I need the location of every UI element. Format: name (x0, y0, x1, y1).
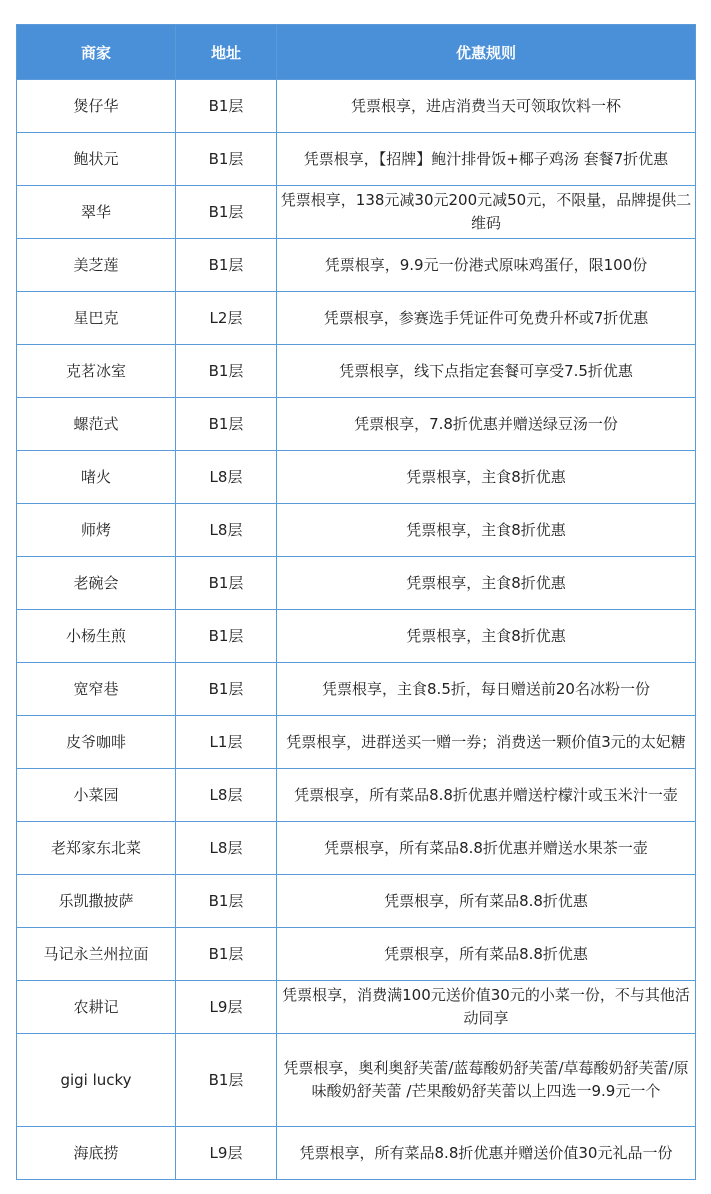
rules-cell: 凭票根享，进店消费当天可领取饮料一杯 (277, 80, 696, 133)
rules-cell: 凭票根享，主食8折优惠 (277, 451, 696, 504)
table-row (17, 716, 696, 769)
address-cell: B1层 (176, 557, 277, 610)
rules-cell: 凭票根享，消费满100元送价值30元的小菜一份，不与其他活动同享 (277, 981, 696, 1034)
rules-cell: 凭票根享，主食8.5折，每日赠送前20名冰粉一份 (277, 663, 696, 716)
table-row (17, 875, 696, 928)
address-cell: L8层 (176, 822, 277, 875)
address-cell: B1层 (176, 239, 277, 292)
rules-cell: 凭票根享，9.9元一份港式原味鸡蛋仔，限100份 (277, 239, 696, 292)
address-cell: L1层 (176, 716, 277, 769)
promotions-table (16, 24, 696, 1180)
rules-cell: 凭票根享，主食8折优惠 (277, 557, 696, 610)
address-cell: B1层 (176, 133, 277, 186)
merchant-cell: 克茗冰室 (17, 345, 176, 398)
table-row (17, 928, 696, 981)
address-cell: B1层 (176, 80, 277, 133)
rules-cell: 凭票根享，所有菜品8.8折优惠并赠送价值30元礼品一份 (277, 1127, 696, 1180)
rules-cell: 凭票根享，所有菜品8.8折优惠并赠送水果茶一壶 (277, 822, 696, 875)
merchant-cell: 鲍状元 (17, 133, 176, 186)
header-row (17, 25, 696, 80)
address-cell: B1层 (176, 1034, 277, 1127)
merchant-cell: 美芝莲 (17, 239, 176, 292)
merchant-cell: 马记永兰州拉面 (17, 928, 176, 981)
merchant-cell: 煲仔华 (17, 80, 176, 133)
rules-cell: 凭票根享，进群送买一赠一券；消费送一颗价值3元的太妃糖 (277, 716, 696, 769)
rules-cell: 凭票根享，所有菜品8.8折优惠 (277, 875, 696, 928)
merchant-cell: 小菜园 (17, 769, 176, 822)
address-cell: B1层 (176, 610, 277, 663)
rules-cell: 凭票根享，主食8折优惠 (277, 504, 696, 557)
merchant-cell: 啫火 (17, 451, 176, 504)
table-row (17, 133, 696, 186)
merchant-cell: 宽窄巷 (17, 663, 176, 716)
merchant-cell: gigi lucky (17, 1034, 176, 1127)
rules-cell: 凭票根享，【招牌】鲍汁排骨饭+椰子鸡汤 套餐7折优惠 (277, 133, 696, 186)
rules-cell: 凭票根享，参赛选手凭证件可免费升杯或7折优惠 (277, 292, 696, 345)
rules-cell: 凭票根享，所有菜品8.8折优惠并赠送柠檬汁或玉米汁一壶 (277, 769, 696, 822)
rules-cell: 凭票根享，所有菜品8.8折优惠 (277, 928, 696, 981)
table-row (17, 345, 696, 398)
merchant-cell: 皮爷咖啡 (17, 716, 176, 769)
header-rules: 优惠规则 (277, 25, 696, 80)
table-row (17, 80, 696, 133)
table-row (17, 663, 696, 716)
table-row (17, 292, 696, 345)
merchant-cell: 小杨生煎 (17, 610, 176, 663)
table-row (17, 451, 696, 504)
address-cell: L8层 (176, 451, 277, 504)
table-row (17, 1127, 696, 1180)
rules-cell: 凭票根享，主食8折优惠 (277, 610, 696, 663)
table-row (17, 239, 696, 292)
table-row (17, 1034, 696, 1127)
address-cell: B1层 (176, 345, 277, 398)
address-cell: L9层 (176, 981, 277, 1034)
header-address: 地址 (176, 25, 277, 80)
address-cell: L9层 (176, 1127, 277, 1180)
address-cell: L8层 (176, 504, 277, 557)
table-row (17, 610, 696, 663)
table-row (17, 504, 696, 557)
merchant-cell: 乐凯撒披萨 (17, 875, 176, 928)
address-cell: L2层 (176, 292, 277, 345)
header-merchant: 商家 (17, 25, 176, 80)
merchant-cell: 星巴克 (17, 292, 176, 345)
rules-cell: 凭票根享，7.8折优惠并赠送绿豆汤一份 (277, 398, 696, 451)
merchant-cell: 农耕记 (17, 981, 176, 1034)
rules-cell: 凭票根享，线下点指定套餐可享受7.5折优惠 (277, 345, 696, 398)
address-cell: B1层 (176, 398, 277, 451)
merchant-cell: 翠华 (17, 186, 176, 239)
address-cell: L8层 (176, 769, 277, 822)
merchant-cell: 海底捞 (17, 1127, 176, 1180)
rules-cell: 凭票根享，138元减30元200元减50元，不限量，品牌提供二维码 (277, 186, 696, 239)
address-cell: B1层 (176, 663, 277, 716)
table-row (17, 398, 696, 451)
table-row (17, 769, 696, 822)
address-cell: B1层 (176, 875, 277, 928)
table-row (17, 981, 696, 1034)
merchant-cell: 老郑家东北菜 (17, 822, 176, 875)
rules-cell: 凭票根享，奥利奥舒芙蕾/蓝莓酸奶舒芙蕾/草莓酸奶舒芙蕾/原味酸奶舒芙蕾 /芒果酸奶舒芙蕾以上四选一9.9元一个 (277, 1034, 696, 1127)
merchant-cell: 师烤 (17, 504, 176, 557)
table-row (17, 186, 696, 239)
address-cell: B1层 (176, 186, 277, 239)
table-row (17, 822, 696, 875)
merchant-cell: 螺范式 (17, 398, 176, 451)
address-cell: B1层 (176, 928, 277, 981)
merchant-cell: 老碗会 (17, 557, 176, 610)
table-row (17, 557, 696, 610)
